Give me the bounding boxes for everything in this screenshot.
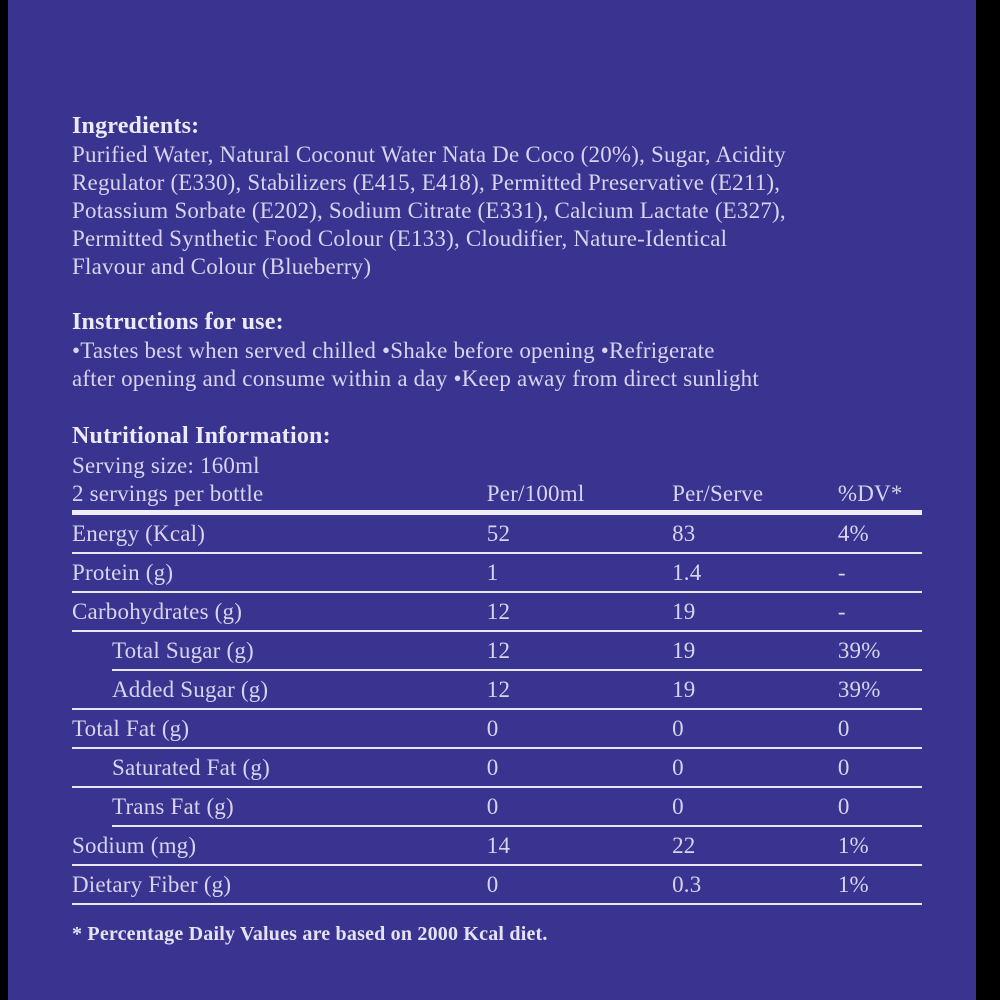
row-value-per-100ml: 0 — [486, 793, 499, 819]
text-line: Permitted Synthetic Food Colour (E133), Cloudifier, Nature-Identical — [72, 226, 728, 251]
table-row — [72, 593, 922, 630]
row-value-per-serve: 19 — [672, 676, 696, 702]
row-value-per-serve: 83 — [672, 520, 696, 546]
row-value-per-100ml: 12 — [486, 598, 511, 624]
row-value-per-100ml: 0 — [486, 715, 499, 741]
row-label: Total Sugar (g) — [112, 637, 254, 663]
instructions-heading: Instructions for use: — [72, 309, 284, 335]
nutrition-section — [72, 422, 922, 946]
nutrition-table — [72, 480, 922, 905]
row-value-dv: 0 — [837, 754, 850, 780]
text-line: Potassium Sorbate (E202), Sodium Citrate (E331), Calcium Lactate (E327), — [72, 198, 786, 223]
table-row — [72, 866, 922, 903]
table-row — [72, 827, 922, 864]
row-value-dv: - — [837, 598, 846, 624]
row-value-per-100ml: 12 — [486, 676, 511, 702]
table-row — [72, 554, 922, 591]
row-value-per-serve: 0 — [672, 793, 684, 819]
row-value-per-100ml: 12 — [486, 637, 511, 663]
instructions-section — [72, 308, 922, 393]
row-value-per-serve: 22 — [672, 832, 696, 858]
row-label: Sodium (mg) — [72, 832, 197, 858]
table-row — [72, 671, 922, 708]
table-row — [72, 749, 922, 786]
text-line: Purified Water, Natural Coconut Water Nata De Coco (20%), Sugar, Acidity — [72, 142, 786, 167]
instructions-text — [72, 337, 922, 393]
row-value-per-serve: 0.3 — [672, 871, 702, 897]
text-line: Flavour and Colour (Blueberry) — [72, 254, 372, 279]
serving-size: Serving size: 160ml — [72, 453, 260, 478]
row-value-dv: 39% — [837, 676, 881, 702]
row-value-per-serve: 19 — [672, 598, 696, 624]
row-value-dv: 1% — [837, 832, 869, 858]
row-separator — [72, 903, 922, 905]
row-value-per-serve: 0 — [672, 715, 684, 741]
column-header-per-serve: Per/Serve — [672, 481, 764, 506]
row-value-dv: 0 — [837, 793, 850, 819]
ingredients-section — [72, 112, 922, 281]
row-label: Total Fat (g) — [72, 715, 190, 741]
row-label: Dietary Fiber (g) — [72, 871, 232, 897]
text-line: after opening and consume within a day •Keep away from direct sunlight — [72, 366, 759, 391]
row-value-dv: 39% — [837, 637, 881, 663]
row-label: Trans Fat (g) — [112, 793, 234, 819]
label-panel — [8, 0, 976, 1000]
row-value-per-100ml: 14 — [486, 832, 511, 858]
row-value-dv: 4% — [837, 520, 869, 546]
row-value-per-serve: 0 — [672, 754, 684, 780]
table-row — [72, 632, 922, 669]
row-value-per-100ml: 1 — [486, 559, 499, 585]
table-row — [72, 710, 922, 747]
nutrition-heading: Nutritional Information: — [72, 423, 331, 449]
column-header-dv: %DV* — [837, 481, 903, 506]
row-label: Energy (Kcal) — [72, 520, 206, 546]
row-value-per-100ml: 0 — [486, 871, 499, 897]
ingredients-text — [72, 141, 922, 281]
row-value-per-serve: 19 — [672, 637, 696, 663]
row-label: Added Sugar (g) — [112, 676, 269, 702]
column-header-per-100ml: Per/100ml — [486, 481, 585, 506]
table-body — [72, 515, 922, 905]
text-line: •Tastes best when served chilled •Shake before opening •Refrigerate — [72, 338, 715, 363]
table-row — [72, 788, 922, 825]
row-value-dv: - — [837, 559, 846, 585]
row-label: Protein (g) — [72, 559, 174, 585]
table-header-row — [72, 480, 922, 510]
row-label: Carbohydrates (g) — [72, 598, 243, 624]
ingredients-heading: Ingredients: — [72, 113, 200, 139]
row-value-per-100ml: 52 — [486, 520, 511, 546]
row-value-dv: 0 — [837, 715, 850, 741]
row-label: Saturated Fat (g) — [112, 754, 270, 780]
row-value-per-100ml: 0 — [486, 754, 499, 780]
table-row — [72, 515, 922, 552]
left-black-edge — [0, 0, 8, 1000]
servings-per-bottle: 2 servings per bottle — [72, 481, 264, 506]
text-line: Regulator (E330), Stabilizers (E415, E418), Permitted Preservative (E211), — [72, 170, 781, 195]
row-value-dv: 1% — [837, 871, 869, 897]
row-value-per-serve: 1.4 — [672, 559, 702, 585]
footnote: * Percentage Daily Values are based on 2000 Kcal diet. — [72, 923, 548, 945]
right-black-edge — [976, 0, 1000, 1000]
